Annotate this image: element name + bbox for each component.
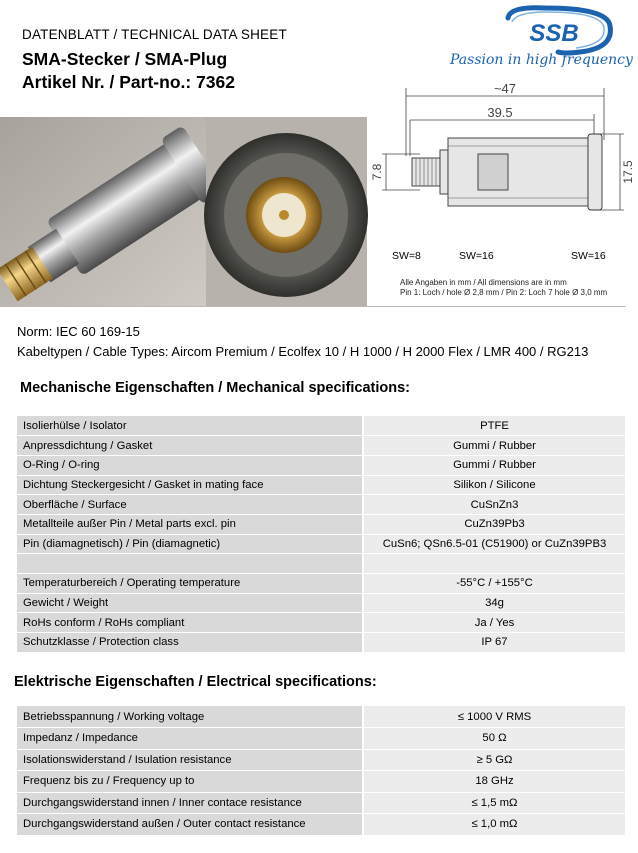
spec-value: Gummi / Rubber — [363, 436, 625, 456]
table-row — [17, 771, 625, 793]
table-row — [17, 613, 625, 633]
svg-text:~47: ~47 — [493, 81, 517, 96]
norm-text: Norm: IEC 60 169-15 — [17, 324, 140, 339]
spec-label: Impedanz / Impedance — [17, 728, 363, 750]
spec-label: Metallteile außer Pin / Metal parts excl. pin — [17, 514, 363, 534]
electrical-spec-table — [17, 706, 625, 836]
spec-label — [17, 554, 363, 574]
mechanical-spec-table — [17, 416, 625, 653]
svg-text:7.8: 7.8 — [370, 163, 384, 181]
table-row-empty — [17, 554, 625, 574]
connector-front-photo — [206, 117, 367, 307]
spec-label: Durchgangswiderstand innen / Inner contace resistance — [17, 792, 363, 814]
spec-label: Isolierhülse / Isolator — [17, 416, 363, 436]
dimension-note-line1: Alle Angaben in mm / All dimensions are in mm — [400, 278, 567, 287]
spec-value: Ja / Yes — [363, 613, 625, 633]
mechanical-section-title: Mechanische Eigenschaften / Mechanical specifications: — [20, 380, 411, 396]
spec-label: Durchgangswiderstand außen / Outer contact resistance — [17, 814, 363, 836]
spec-label: Pin (diamagnetisch) / Pin (diamagnetic) — [17, 534, 363, 554]
sw-label-body: SW=16 — [459, 250, 494, 262]
spec-value: Silikon / Silicone — [363, 475, 625, 495]
spec-value: ≤ 1,0 mΩ — [363, 814, 625, 836]
spec-value: CuZn39Pb3 — [363, 514, 625, 534]
dimension-note-line2: Pin 1: Loch / hole Ø 2,8 mm / Pin 2: Loch 7 hole Ø 3,0 mm — [400, 288, 608, 297]
spec-value: Gummi / Rubber — [363, 455, 625, 475]
table-row — [17, 792, 625, 814]
section-divider — [12, 306, 626, 307]
table-row — [17, 728, 625, 750]
spec-label: Betriebsspannung / Working voltage — [17, 706, 363, 728]
spec-value: PTFE — [363, 416, 625, 436]
table-row — [17, 593, 625, 613]
connector-side-photo — [0, 117, 206, 307]
spec-value: ≥ 5 GΩ — [363, 749, 625, 771]
spec-value: 34g — [363, 593, 625, 613]
spec-label: Schutzklasse / Protection class — [17, 633, 363, 653]
spec-label: Dichtung Steckergesicht / Gasket in mating face — [17, 475, 363, 495]
table-row — [17, 633, 625, 653]
logo-slogan: Passion in high frequency — [450, 52, 633, 68]
table-row — [17, 574, 625, 594]
table-row — [17, 455, 625, 475]
cable-types-text: Kabeltypen / Cable Types: Aircom Premium / Ecolfex 10 / H 1000 / H 2000 Flex / LMR 400 / RG213 — [17, 344, 589, 359]
spec-value: IP 67 — [363, 633, 625, 653]
product-title: SMA-Stecker / SMA-Plug — [22, 49, 228, 69]
table-row — [17, 436, 625, 456]
spec-value: CuSnZn3 — [363, 495, 625, 515]
spec-value: -55°C / +155°C — [363, 574, 625, 594]
spec-value: CuSn6; QSn6.5-01 (C51900) or CuZn39PB3 — [363, 534, 625, 554]
svg-text:39.5: 39.5 — [487, 105, 513, 120]
spec-label: Anpressdichtung / Gasket — [17, 436, 363, 456]
spec-value: ≤ 1,5 mΩ — [363, 792, 625, 814]
spec-label: Isolationswiderstand / Isulation resistance — [17, 749, 363, 771]
ssb-logo — [450, 8, 620, 84]
svg-text:17.5: 17.5 — [621, 160, 635, 184]
table-row — [17, 514, 625, 534]
spec-label: Temperaturbereich / Operating temperature — [17, 574, 363, 594]
sw-label-rear: SW=16 — [571, 250, 606, 262]
table-row — [17, 814, 625, 836]
table-row — [17, 495, 625, 515]
spec-label: O-Ring / O-ring — [17, 455, 363, 475]
table-row — [17, 534, 625, 554]
svg-text:SSB: SSB — [529, 20, 579, 47]
spec-value: 50 Ω — [363, 728, 625, 750]
spec-value: 18 GHz — [363, 771, 625, 793]
spec-value: ≤ 1000 V RMS — [363, 706, 625, 728]
sw-label-front: SW=8 — [392, 250, 421, 262]
document-subtitle: DATENBLATT / TECHNICAL DATA SHEET — [22, 27, 287, 42]
technical-drawing — [372, 80, 638, 262]
table-row — [17, 749, 625, 771]
spec-value — [363, 554, 625, 574]
table-row — [17, 706, 625, 728]
table-row — [17, 475, 625, 495]
part-number: Artikel Nr. / Part-no.: 7362 — [22, 72, 235, 92]
spec-label: Gewicht / Weight — [17, 593, 363, 613]
spec-label: Frequenz bis zu / Frequency up to — [17, 771, 363, 793]
spec-label: RoHs conform / RoHs compliant — [17, 613, 363, 633]
spec-label: Oberfläche / Surface — [17, 495, 363, 515]
electrical-section-title: Elektrische Eigenschaften / Electrical specifications: — [14, 674, 377, 690]
dimension-note — [400, 278, 607, 298]
table-row — [17, 416, 625, 436]
